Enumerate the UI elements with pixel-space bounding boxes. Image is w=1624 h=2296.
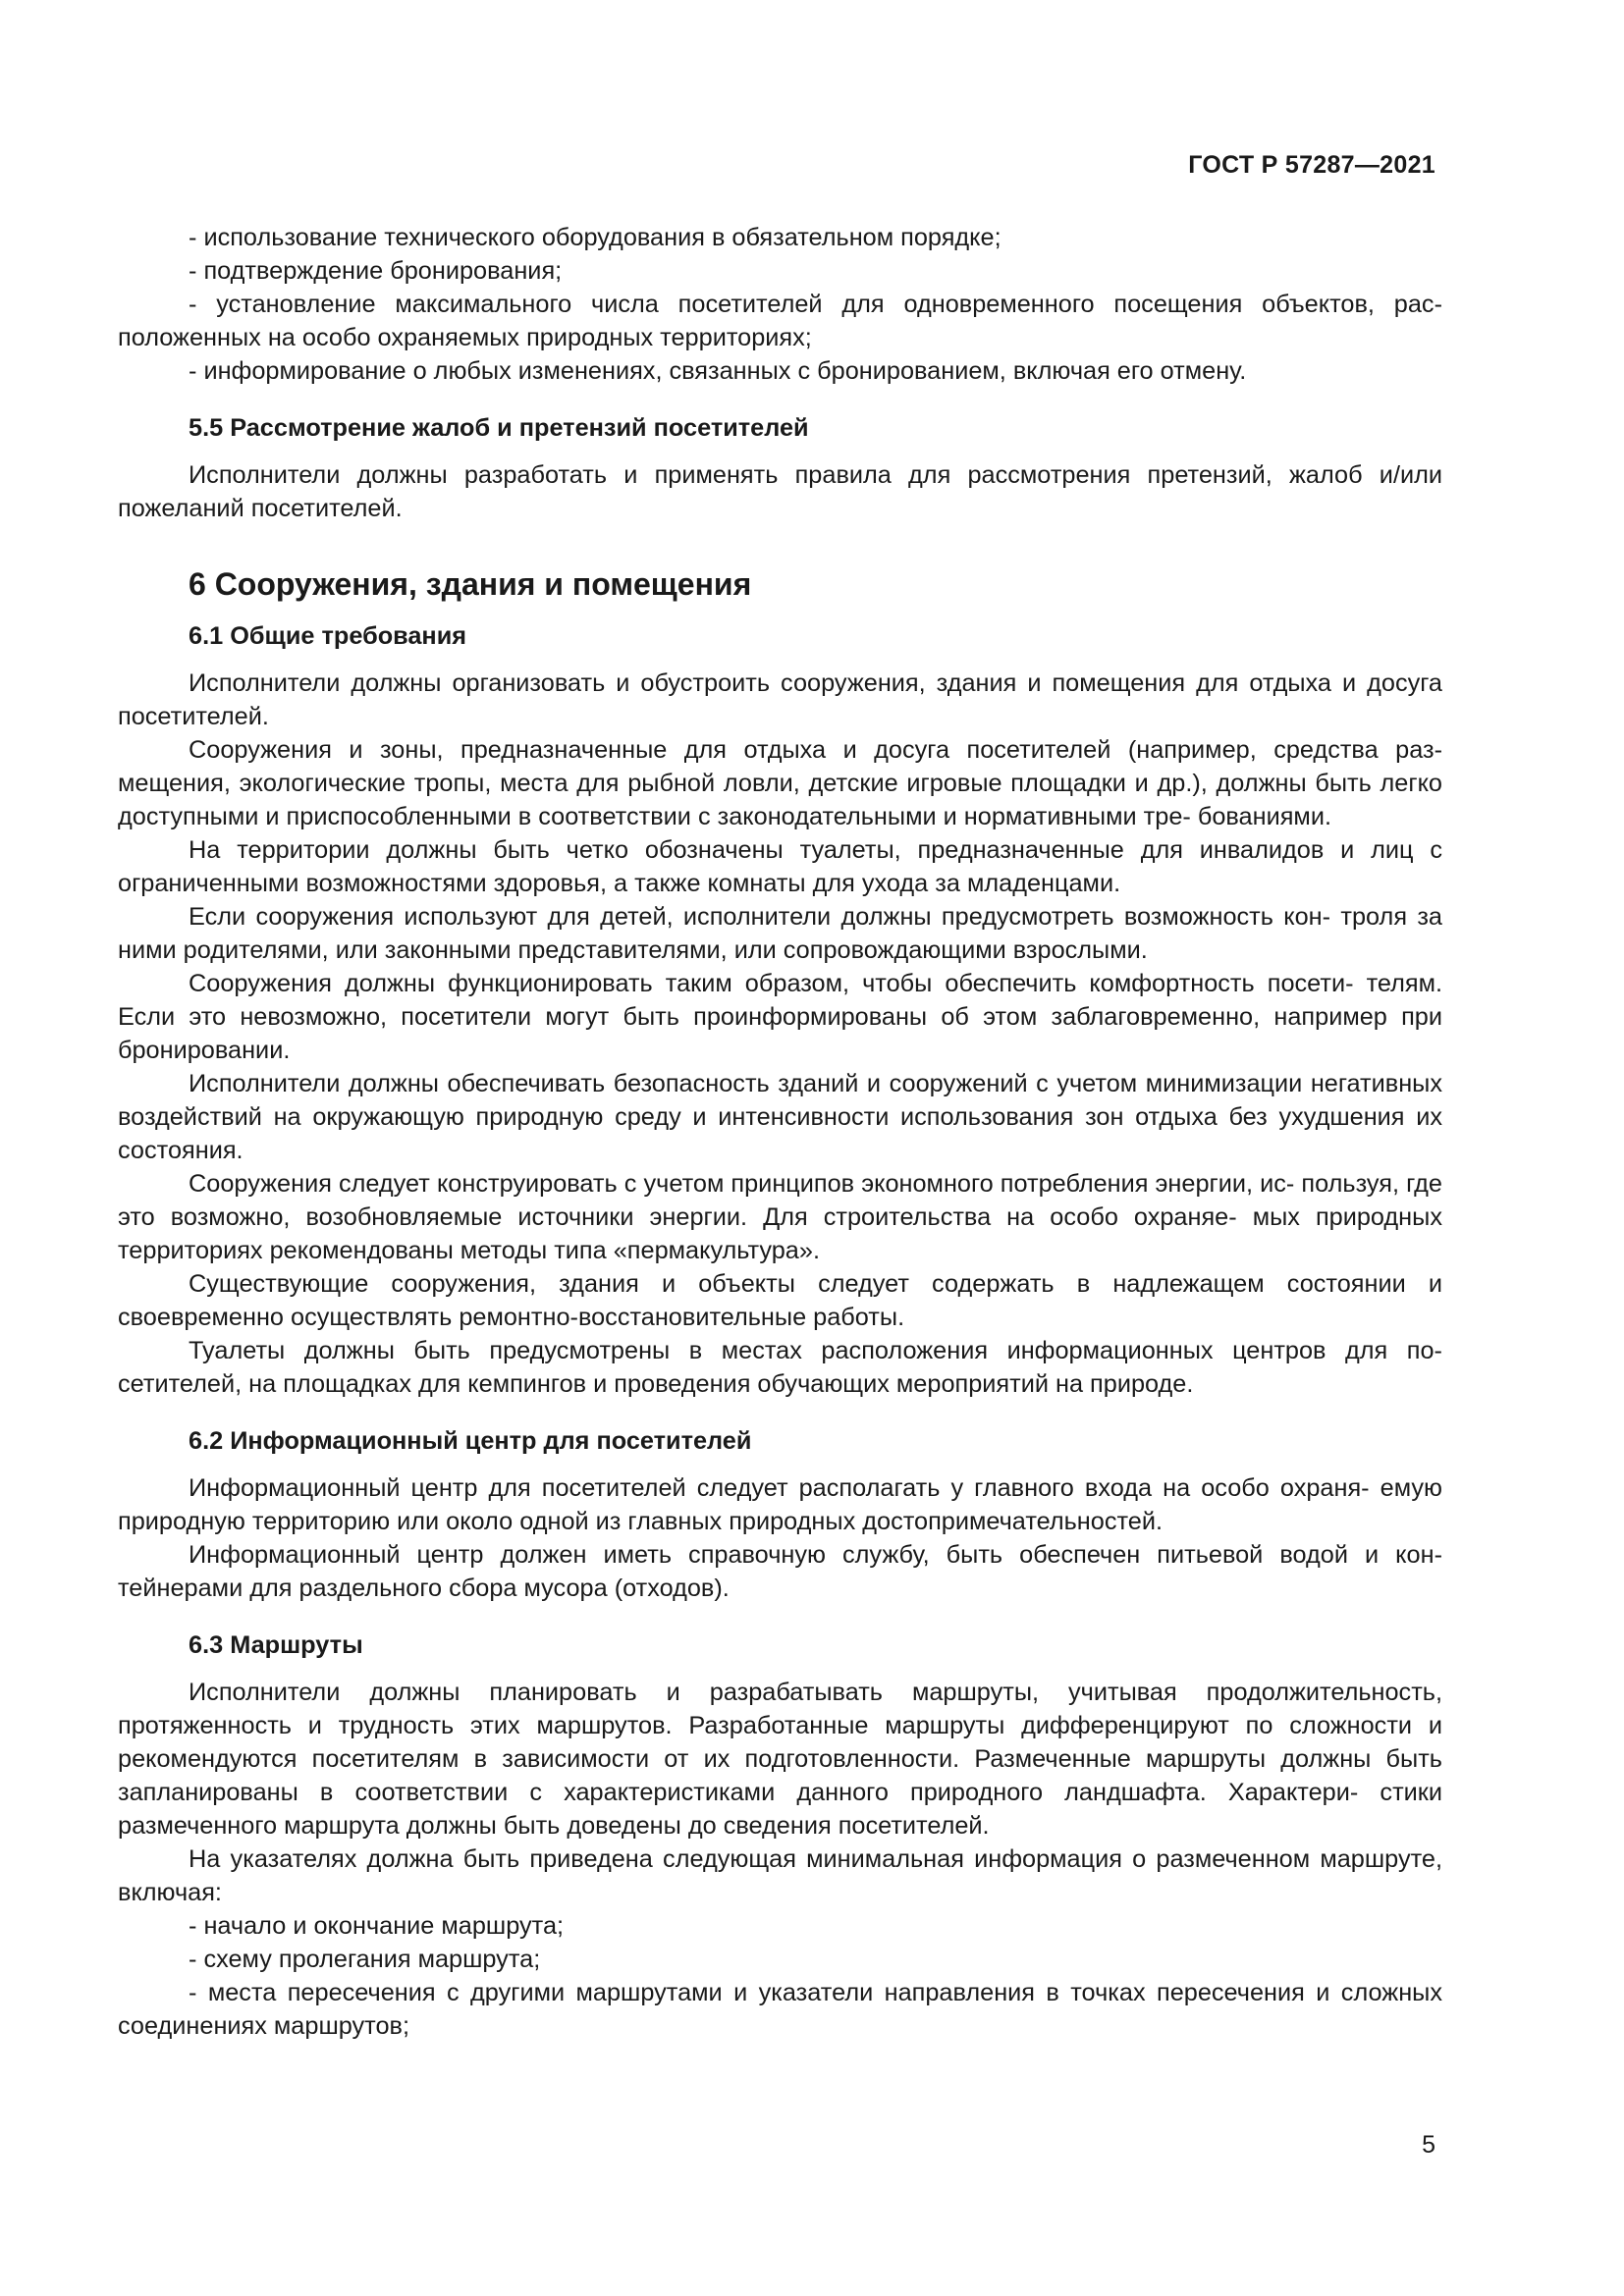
paragraph: На указателях должна быть приведена следующая минимальная информация о размеченном маршруте, включая: (118, 1845, 1442, 1906)
page-number: 5 (1422, 2131, 1435, 2159)
section-heading: 6.1 Общие требования (189, 622, 467, 650)
list-item: - информирование о любых изменениях, связанных с бронированием, включая его отмену. (189, 357, 1247, 385)
section-heading: 5.5 Рассмотрение жалоб и претензий посетителей (189, 414, 809, 442)
list-item: - места пересечения с другими маршрутами и указатели направления в точках пересечения и сложных соединениях маршрутов; (118, 1979, 1442, 2040)
paragraph: Исполнители должны организовать и обустроить сооружения, здания и помещения для отдыха и досуга посетителей. (118, 669, 1442, 730)
paragraph: Туалеты должны быть предусмотрены в местах расположения информационных центров для по- сетителей, на площадках для кемпингов и проведения обучающих мероприятий на природе. (118, 1337, 1442, 1398)
page-body (118, 221, 1442, 2043)
paragraph: Исполнители должны планировать и разрабатывать маршруты, учитывая продолжительность, протяженность и трудность этих маршрутов. Разработанные маршруты дифференцируют по сложности и рекомендуются посетителям в зависимости от их подготовленности. Размеченные маршруты должны быть запланированы в соответствии с характеристиками данного природного ландшафта. Характери- стики размеченного маршрута должны быть доведены до сведения посетителей. (118, 1679, 1442, 1840)
section-heading: 6.2 Информационный центр для посетителей (189, 1427, 752, 1455)
paragraph: Сооружения и зоны, предназначенные для отдыха и досуга посетителей (например, средства раз- мещения, экологические тропы, места для рыбной ловли, детские игровые площадки и др.), должны быть легко доступными и приспособленными в соответствии с законодательными и нормативными тре- бованиями. (118, 736, 1442, 830)
list-item: - использование технического оборудования в обязательном порядке; (189, 224, 1001, 251)
list-item: - установление максимального числа посетителей для одновременного посещения объектов, рас- положенных на особо охраняемых природных территориях; (118, 291, 1442, 351)
paragraph: Существующие сооружения, здания и объекты следует содержать в надлежащем состоянии и своевременно осуществлять ремонтно-восстановительные работы. (118, 1270, 1442, 1331)
chapter-heading: 6 Сооружения, здания и помещения (189, 566, 752, 602)
section-heading: 6.3 Маршруты (189, 1631, 363, 1659)
list-item: - схему пролегания маршрута; (189, 1946, 541, 1973)
standard-number: ГОСТ Р 57287—2021 (1188, 151, 1435, 179)
list-item: - подтверждение бронирования; (189, 257, 563, 285)
paragraph: Информационный центр должен иметь справочную службу, быть обеспечен питьевой водой и кон- тейнерами для раздельного сбора мусора (отходов). (118, 1541, 1442, 1602)
paragraph: Исполнители должны обеспечивать безопасность зданий и сооружений с учетом минимизации негативных воздействий на окружающую природную среду и интенсивности использования зон отдыха без ухудшения их состояния. (118, 1070, 1442, 1164)
paragraph: Информационный центр для посетителей следует располагать у главного входа на особо охраня- емую природную территорию или около одной из главных природных достопримечательностей. (118, 1474, 1442, 1535)
paragraph: На территории должны быть четко обозначены туалеты, предназначенные для инвалидов и лиц с ограниченными возможностями здоровья, а также комнаты для ухода за младенцами. (118, 836, 1442, 897)
paragraph: Исполнители должны разработать и применять правила для рассмотрения претензий, жалоб и/или пожеланий посетителей. (118, 461, 1442, 522)
paragraph: Сооружения должны функционировать таким образом, чтобы обеспечить комфортность посети- телям. Если это невозможно, посетители могут быть проинформированы об этом заблаговременно, например при бронировании. (118, 970, 1442, 1064)
paragraph: Сооружения следует конструировать с учетом принципов экономного потребления энергии, ис- пользуя, где это возможно, возобновляемые источники энергии. Для строительства на особо охраняе- мых природных территориях рекомендованы методы типа «пермакультура». (118, 1170, 1442, 1264)
paragraph: Если сооружения используют для детей, исполнители должны предусмотреть возможность кон- троля за ними родителями, или законными представителями, или сопровождающими взрослыми. (118, 903, 1442, 964)
list-item: - начало и окончание маршрута; (189, 1912, 565, 1940)
